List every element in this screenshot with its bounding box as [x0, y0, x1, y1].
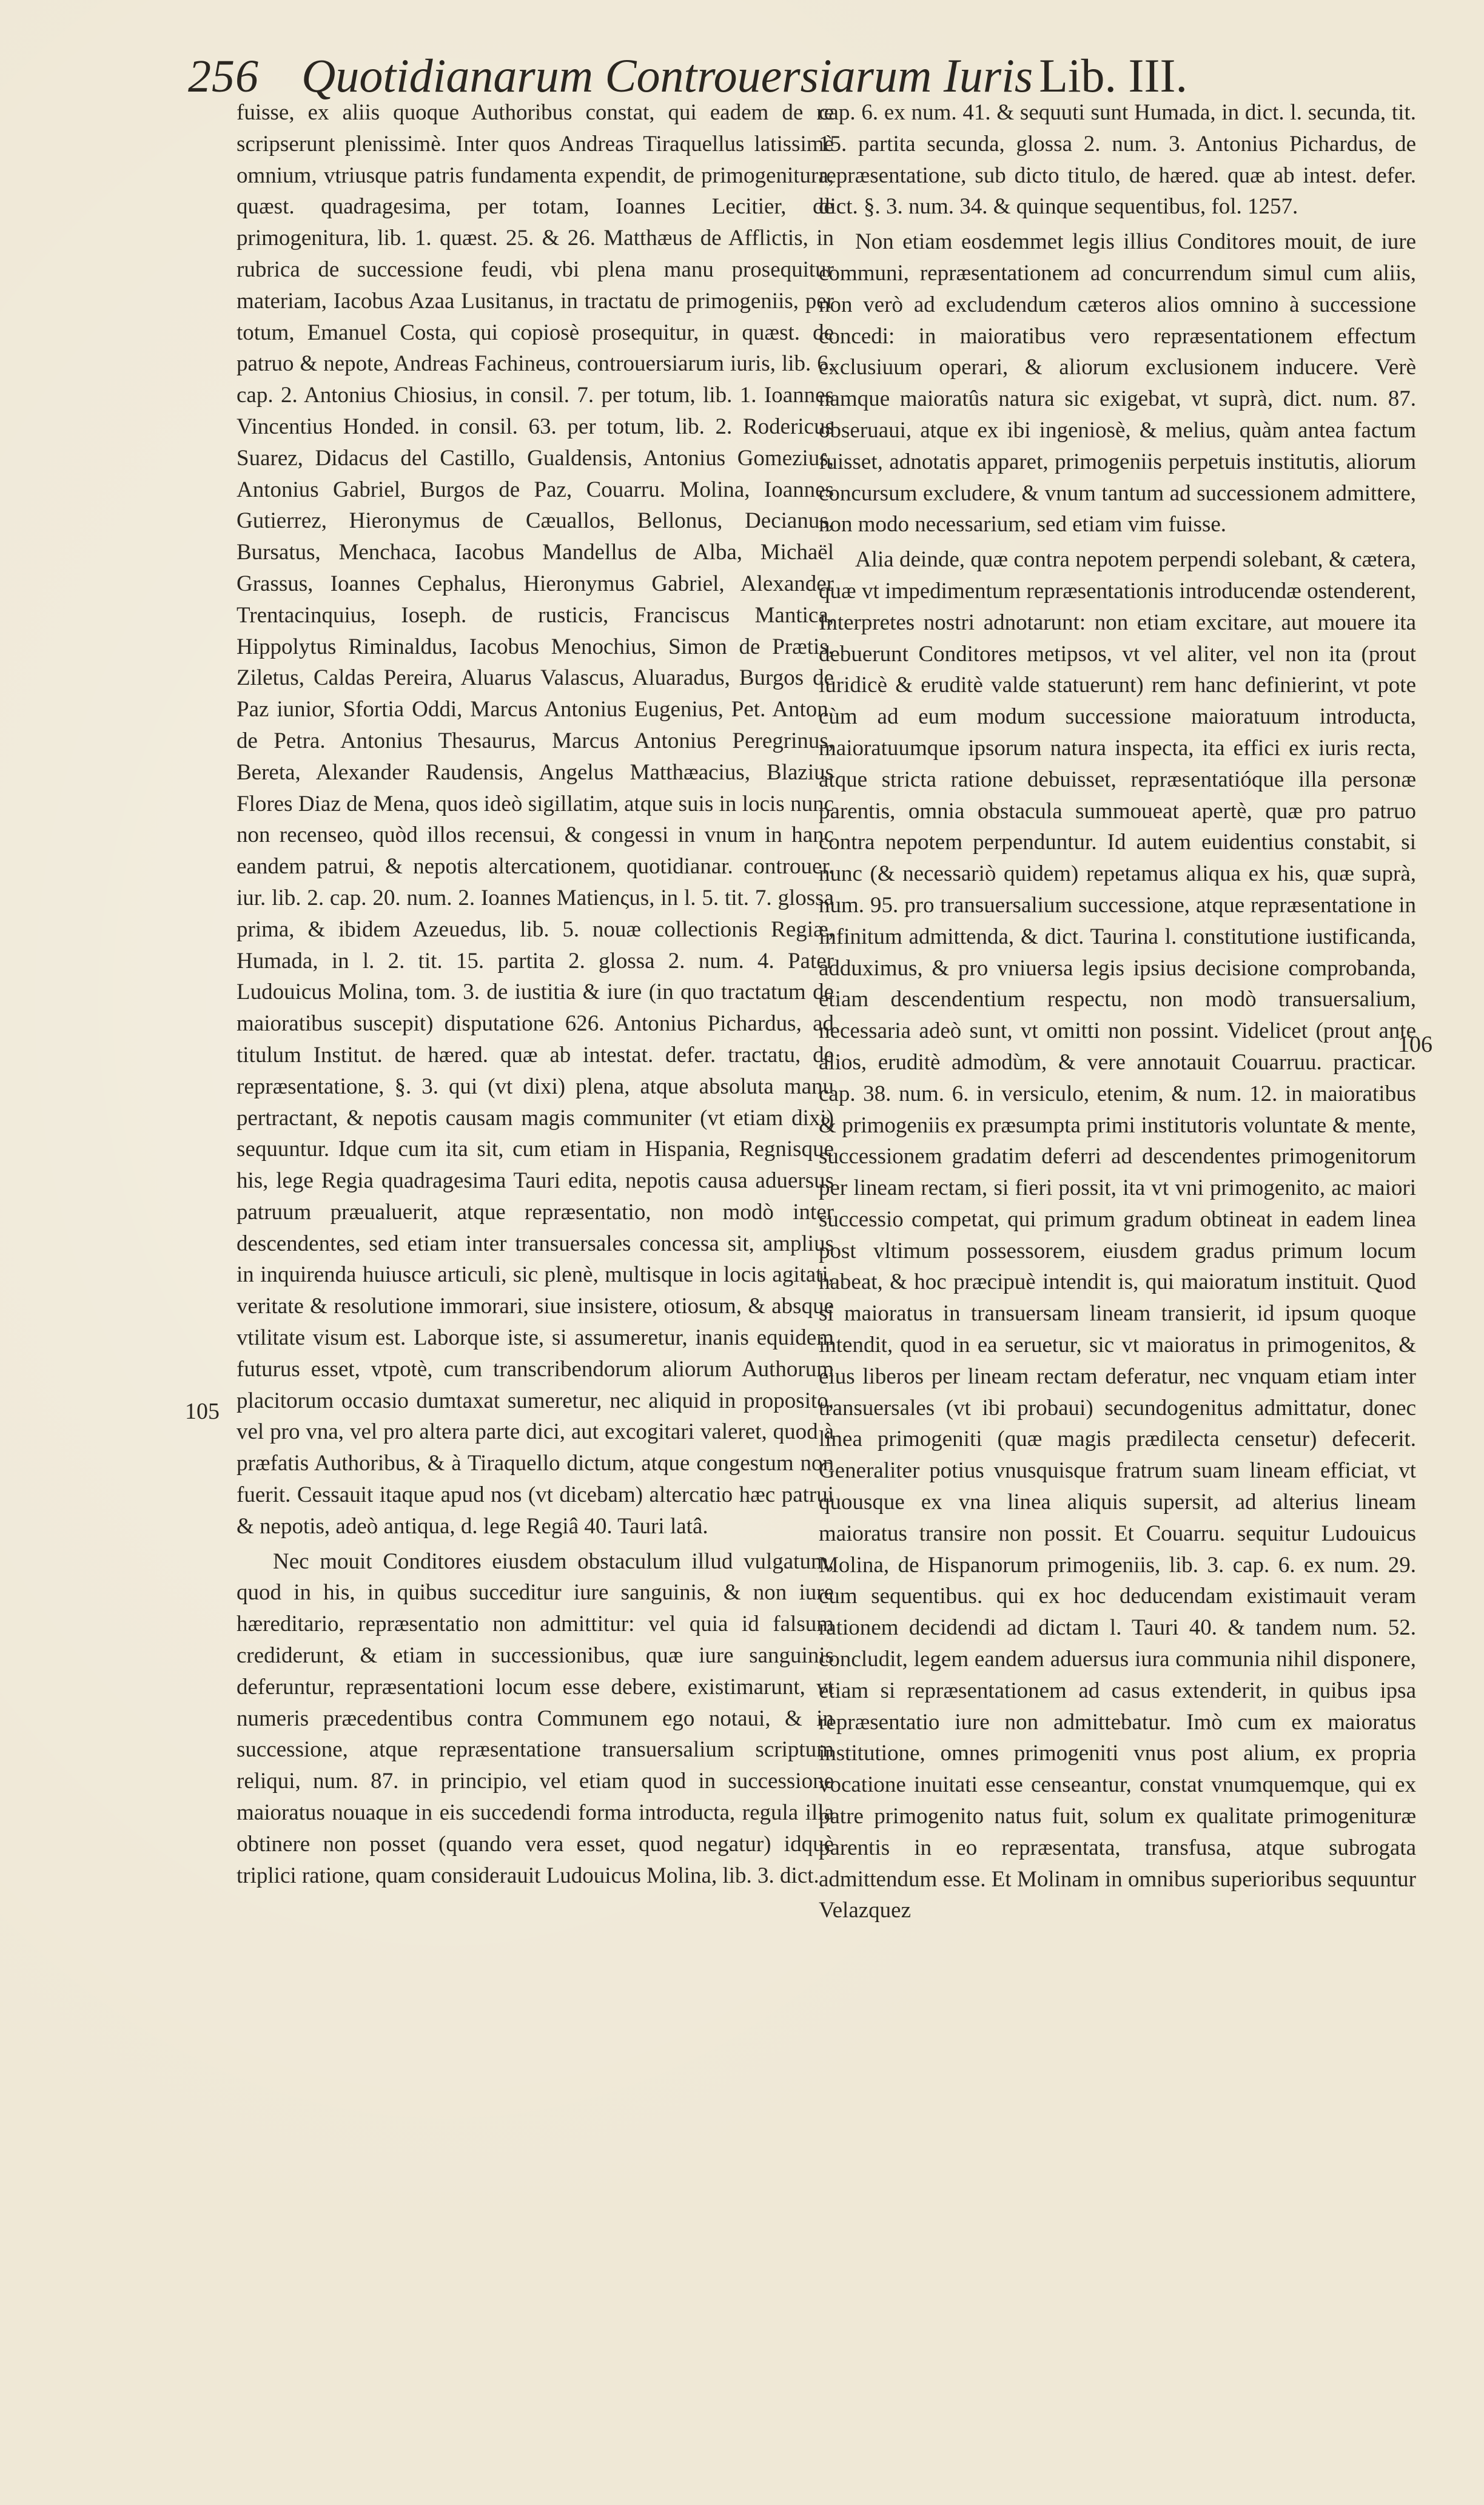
running-header — [188, 33, 1274, 103]
left-column — [237, 97, 834, 2372]
margin-note-right: 106 — [1398, 1032, 1432, 1057]
paragraph: Alia deinde, quæ contra nepotem perpendi solebant, & cætera, quæ vt impedimentum repræsentationis introducendæ ostenderent, Interpretes nostri adnotarunt: non etiam excitare, aut mouere ita debuerunt Conditores metipsos, vt vel aliter, vel non ita (prout iuridicè & eruditè valde statuerunt) rem hanc definierint, vt pote cùm ad eum modum successione maioratuum introducta, maioratuumque ipsorum natura inspecta, ita effici ex iuris recta, atque stricta ratione debuisset, repræsentatióque illa personæ parentis, omnia obstacula summoueat apertè, quæ pro patruo contra nepotem perpenduntur. Id autem euidentius constabit, si nunc (& necessariò quidem) repetamus aliqua ex his, quæ suprà, num. 95. pro transuersalium successione, atque repræsentatione in infinitum admittenda, & dict. Taurina l. constitutione iustificanda, adduximus, & pro vniuersa legis ipsius decisione comprobanda, etiam descendentium respectu, non modò transuersalium, necessaria adeò sunt, vt omitti non possint. Videlicet (prout ante alios, eruditè admodùm, & vere annotauit Couarruu. practicar. cap. 38. num. 6. in versiculo, etenim, & num. 12. in maioratibus & primogeniis ex præsumpta primi institutoris voluntate & mente, successionem gradatim deferri ad descendentes primogenitorum per lineam rectam, si fieri possit, ita vt vni primogenito, ac maiori successio competat, qui primum gradum obtineat in eadem linea post vltimum possessorem, eiusdem gradus primum locum habeat, & hoc præcipuè intendit is, qui maioratum instituit. Quod si maioratus in transuersam lineam transierit, id ipsum quoque intendit, quod in ea seruetur, sic vt maioratus in primogenitos, & eius liberos per lineam rectam deferatur, nec vnquam etiam inter transuersales (vt ibi probaui) secundogenitus admittatur, donec linea primogeniti (quæ magis prædilecta censetur) defecerit. Generaliter potius vnusquisque fratrum suam lineam efficiat, vt quousque ex vna linea aliquis supersit, ad alterius lineam maioratus transire non possit. Et Couarru. sequitur Ludouicus Molina, de Hispanorum primogeniis, lib. 3. cap. 6. ex num. 29. cum sequentibus. qui ex hoc deducendam existimauit veram rationem decidendi ad dictam l. Tauri 40. & tandem num. 52. concludit, legem eandem aduersus iura communia nihil disponere, etiam si repræsentationem ad casus extenderit, in quibus ipsa repræsentatio iure non admittebatur. Imò cum ex maioratus institutione, omnes primogeniti vnus post alium, ex propria vocatione inuitati esse censeantur, constat vnumquemque, qui ex patre primogenito natus fuit, solum ex qualitate primogenituræ parentis in eo repræsentata, transfusa, atque subrogata admittendum esse. Et Molinam in omnibus superioribus sequuntur Velazquez — [819, 547, 1416, 1923]
paragraph: Nec mouit Conditores eiusdem obstaculum illud vulgatum, quod in his, in quibus succeditur iure sanguinis, & non iure hæreditario, repræsentatio non admittitur: vel quia id falsum crediderunt, & etiam in successionibus, quæ iure sanguinis deferuntur, repræsentationi locum esse debere, existimarunt, vt numeris præcedentibus contra Communem ego notaui, & in successione, atque repræsentatione transuersalium scriptum reliqui, num. 87. in principio, vel etiam quod in successione maioratus nouaque in eis succedendi forma introducta, regula illa obtinere non posset (quando vera esset, quod negatur) idquè triplici ratione, quam considerauit Ludouicus Molina, lib. 3. dict. — [237, 1548, 834, 1888]
paragraph: Non etiam eosdemmet legis illius Conditores mouit, de iure communi, repræsentationem ad concurrendum simul cum aliis, non verò ad excludendum cæteros alios omnino à successione concedi: in maioratibus vero repræsentationem effectum exclusiuum operari, & aliorum exclusionem inducere. Verè namque maioratûs natura sic exigebat, vt suprà, dict. num. 87. obseruaui, atque ex ibi ingeniosè, & melius, quàm antea factum fuisset, adnotatis apparet, primogeniis perpetuis institutis, aliorum concursum excludere, & vnum tantum ad successionem admittere, non modo necessarium, sed etiam vim fuisse. — [819, 229, 1416, 537]
running-title: Quotidianarum Controuersiarum Iuris — [301, 49, 1033, 102]
paragraph: cap. 6. ex num. 41. & sequuti sunt Humada, in dict. l. secunda, tit. 15. partita secunda, glossa 2. num. 3. Antonius Pichardus, de repræsentatione, sub dicto titulo, de hæred. quæ ab intest. defer. dict. §. 3. num. 34. & quinque sequentibus, fol. 1257. — [819, 100, 1416, 220]
margin-note-left: 105 — [185, 1399, 220, 1424]
book-number: Lib. III. — [1039, 49, 1187, 102]
page-number: 256 — [188, 51, 259, 102]
right-column — [819, 97, 1416, 2384]
paragraph: fuisse, ex aliis quoque Authoribus constat, qui eadem de re scripserunt plenissimè. Inter quos Andreas Tiraquellus latissimè omnium, vtriusque patris fundamenta expendit, de primogenitura, quæst. quadragesima, per totam, Ioannes Lecitier, de primogenitura, lib. 1. quæst. 25. & 26. Matthæus de Afflictis, in rubrica de successione feudi, vbi plena manu prosequitur materiam, Iacobus Azaa Lusitanus, in tractatu de primogeniis, per totum, Emanuel Costa, qui copiosè prosequitur, in quæst. de patruo & nepote, Andreas Fachineus, controuersiarum iuris, lib. 6. cap. 2. Antonius Chiosius, in consil. 7. per totum, lib. 1. Ioannes Vincentius Honded. in consil. 63. per totum, lib. 2. Rodericus Suarez, Didacus del Castillo, Gualdensis, Antonius Gomezius, Antonius Gabriel, Burgos de Paz, Couarru. Molina, Ioannes Gutierrez, Hieronymus de Cæuallos, Bellonus, Decianus, Bursatus, Menchaca, Iacobus Mandellus de Alba, Michaël Grassus, Ioannes Cephalus, Hieronymus Gabriel, Alexander Trentacinquius, Ioseph. de rusticis, Franciscus Mantica, Hippolytus Riminaldus, Iacobus Menochius, Simon de Prætis, Ziletus, Caldas Pereira, Aluarus Valascus, Aluaradus, Burgos de Paz iunior, Sfortia Oddi, Marcus Antonius Eugenius, Pet. Anton. de Petra. Antonius Thesaurus, Marcus Antonius Peregrinus, Bereta, Alexander Raudensis, Angelus Matthæacius, Blazius Flores Diaz de Mena, quos ideò sigillatim, atque suis in locis nunc non recenseo, quòd illos recensui, & congessi in vnum in hanc eandem patrui, & nepotis altercationem, quotidianar. controuer. iur. lib. 2. cap. 20. num. 2. Ioannes Matienςus, in l. 5. tit. 7. glossa prima, & ibidem Azeuedus, lib. 5. nouæ collectionis Regiæ, Humada, in l. 2. tit. 15. partita 2. glossa 2. num. 4. Pater Ludouicus Molina, tom. 3. de iustitia & iure (in quo tractatum de maioratibus suscepit) disputatione 626. Antonius Pichardus, ad titulum Institut. de hæred. quæ ab intestat. defer. tractatu, de repræsentatione, §. 3. qui (vt dixi) plena, atque absoluta manu pertractant, & nepotis causam magis communiter (vt etiam dixi) sequuntur. Idque cum ita sit, cum etiam in Hispania, Regnisque his, lege Regia quadragesima Tauri edita, nepotis causa aduersus patruum præualuerit, atque repræsentatio, non modò inter descendentes, sed etiam inter transuersales concessa sit, amplius in inquirenda huiusce articuli, sic plenè, multisque in locis agitati, veritate & resolutione immorari, siue insistere, otiosum, & absque vtilitate visum est. Laborque iste, si assumeretur, inanis equidem futurus esset, vtpotè, cum transcribendorum aliorum Authorum placitorum occasio dumtaxat sumeretur, nec aliquid in proposito, vel pro vna, vel pro altera parte dici, aut excogitari valeret, quod à præfatis Authoribus, & à Tiraquello dictum, atque congestum non fuerit. Cessauit itaque apud nos (vt dicebam) altercatio hæc patrui & nepotis, adeò antiqua, d. lege Regiâ 40. Tauri latâ. — [237, 100, 834, 1539]
